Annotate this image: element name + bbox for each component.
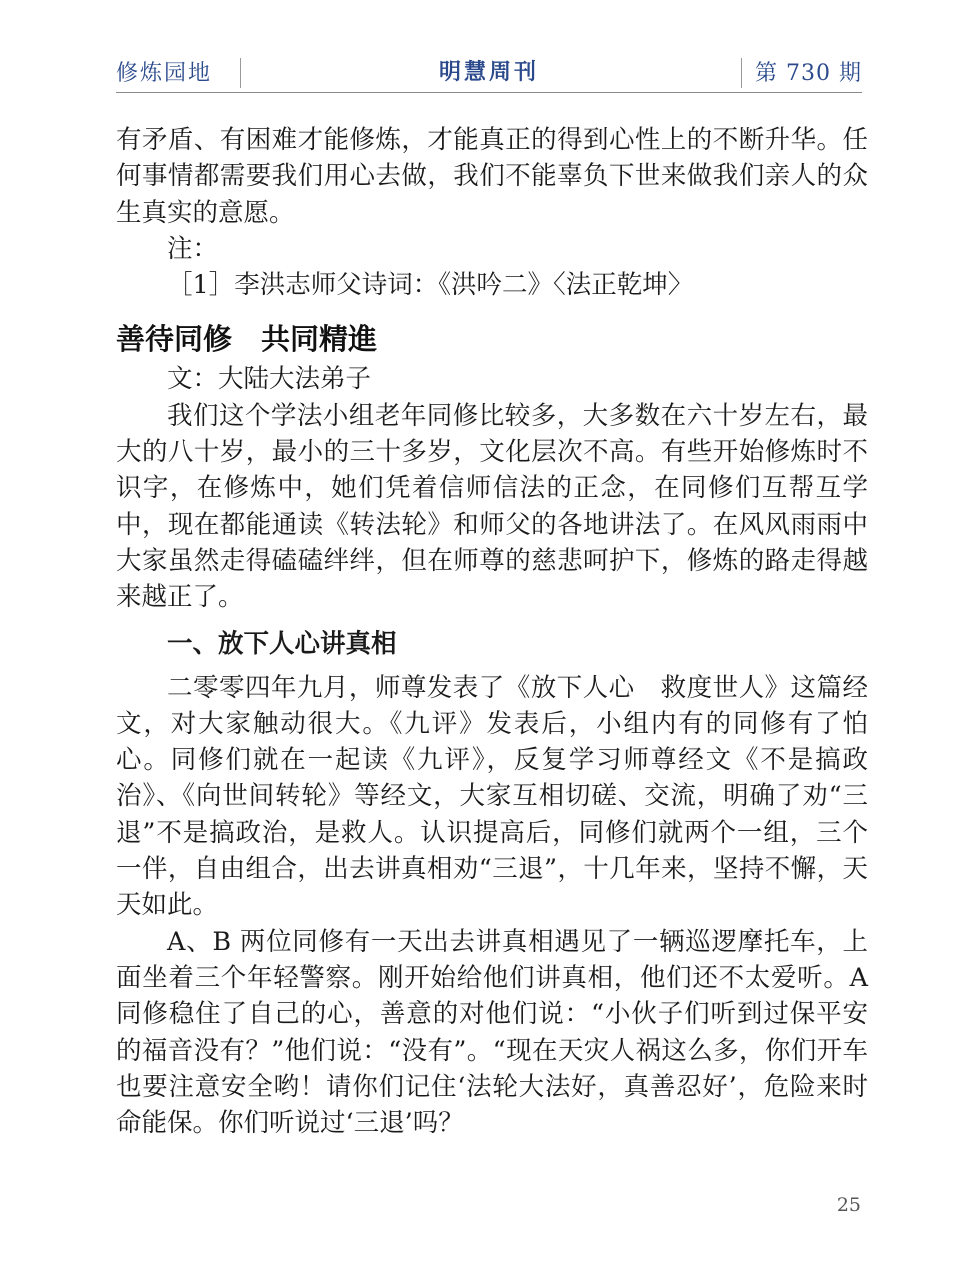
previous-article-paragraph: 有矛盾、有困难才能修炼，才能真正的得到心性上的不断升华。任何事情都需要我们用心去做，我们不能辜负下世来做我们亲人的众生真实的意愿。 — [116, 125, 868, 228]
publication-title: 明慧周刊 — [438, 60, 539, 85]
page-number: 25 — [836, 1194, 861, 1216]
paragraph: 二零零四年九月，师尊发表了《放下人心 救度世人》这篇经文，对大家触动很大。《九评》发表后，小组内有的同修有了怕心。同修们就在一起读《九评》，反复学习师尊经文《不是搞政治》、《向世间转轮》等经文，大家互相切磋、交流，明确了劝“三退”不是搞政治，是救人。认识提高后，同修们就两个一组，三个一伴，自由组合，出去讲真相劝“三退”，十几年来，坚持不懈，天天如此。 — [116, 672, 868, 921]
page-header — [116, 52, 862, 93]
article-author: 文：大陆大法弟子 — [167, 364, 372, 395]
note-reference: ［1］李洪志师父诗词：《洪吟二》〈法正乾坤〉 — [167, 270, 694, 301]
issue-number: 第 730 期 — [755, 61, 862, 86]
note-label: 注： — [167, 233, 219, 264]
section-heading: 一、放下人心讲真相 — [167, 628, 397, 659]
header-divider-right — [741, 58, 742, 88]
paragraph: 我们这个学法小组老年同修比较多，大多数在六十岁左右，最大的八十岁，最小的三十多岁，文化层次不高。有些开始修炼时不识字，在修炼中，她们凭着信师信法的正念，在同修们互帮互学中，现在都能通读《转法轮》和师父的各地讲法了。在风风雨雨中大家虽然走得磕磕绊绊，但在师尊的慈悲呵护下，修炼的路走得越来越正了。 — [116, 400, 868, 613]
section-name: 修炼园地 — [116, 61, 213, 86]
paragraph: A、B 两位同修有一天出去讲真相遇见了一辆巡逻摩托车，上面坐着三个年轻警察。刚开始给他们讲真相，他们还不太爱听。A 同修稳住了自己的心，善意的对他们说：“小伙子们听到过保平安的福音没有？”他们说：“没有”。“现在天灾人祸这么多，你们开车也要注意安全哟！请你们记住‘法轮大法好，真善忍好’，危险来时命能保。你们听说过‘三退’吗？ — [116, 926, 868, 1139]
article-body — [116, 122, 868, 1141]
article-title: 善待同修 共同精進 — [116, 322, 378, 357]
